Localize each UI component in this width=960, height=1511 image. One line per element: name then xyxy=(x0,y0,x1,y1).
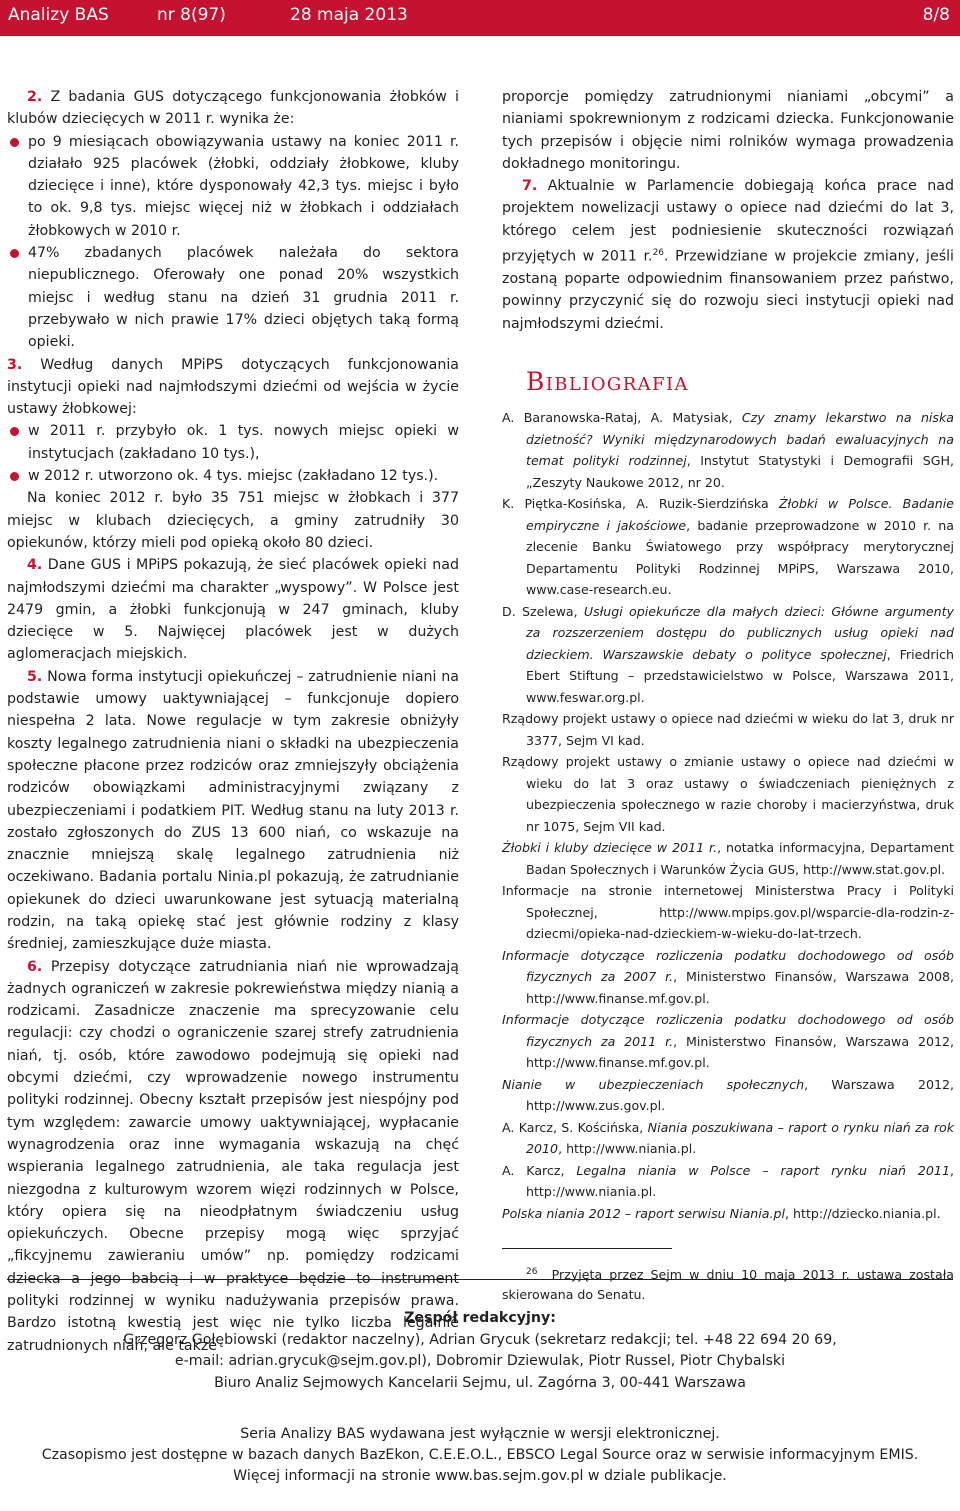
issue-date: 28 maja 2013 xyxy=(290,5,408,25)
paragraph-7: 7. Aktualnie w Parlamencie dobiegają końca prace nad projektem nowelizacji ustawy o opiece nad dziećmi do lat 3, którego celem jest podniesienie skuteczności rozwiązań przyjętych w 2011 r.$^{26}$. Przewidziane w projekcie zmiany, jeśli zostaną poparte odpowiednim finansowaniem przez państwo, powinny przyczynić się do rozwoju sieci instytucji opieki nad najmłodszymi dziećmi. xyxy=(502,178,954,332)
bibliography-entry xyxy=(502,945,954,1010)
paragraph-6: 6. Przepisy dotyczące zatrudniania niań nie wprowadzają żadnych ograniczeń w zakresie pokrewieństwa między nianią a rodzicami. Zasadnicze znaczenie ma sprecyzowanie celu regulacji: czy chodzi o ograniczenie szarej strefy zatrudnienia niań, tj. osób, które zawodowo podejmują się opieki nad obcymi dziećmi, czy wprowadzenie nowego instrumentu polityki rodzinnej. Obecny kształt przepisów jest niespójny pod tym względem: zawarcie umowy uaktywniającej, wypłacanie wynagrodzenia oraz inne wymagania wskazują na chęć wspierania legalnego zatrudnienia, ale taka regulacja jest niezgodna z kulturowym wzorem więzi rodzinnych w Polsce, który opiera się na nieodpłatnym świadczeniu usług opiekuńczych. Obecne przepisy mogą więc sprzyjać „fikcyjnemu zawieraniu umów” np. pomiędzy rodzicami dziecka a jego babcią i w praktyce będzie to instrument polityki rodzinnej w wyniku nadużywania przepisów prawa. Bardzo istotną kwestią jest więc nie tylko liczba legalnie zatrudnionych niań, ale także xyxy=(7,958,459,1354)
bibliography-entry-part: , Warszawa 2012, http://www.zus.gov.pl. xyxy=(526,1076,955,1114)
bibliography-entry xyxy=(502,493,954,601)
bibliography-entry-part: , http://dziecko.niania.pl. xyxy=(785,1205,941,1221)
footnote-ref[interactable]: 26 xyxy=(652,248,665,259)
footer-divider xyxy=(7,1279,953,1280)
bibliography-entry-part: , Friedrich Ebert Stiftung – przedstawicielstwo w Polsce, Warszawa 2011, www.feswar.org.pl. xyxy=(526,646,955,705)
list-item: w 2012 r. utworzono ok. 4 tys. miejsc (zakładano 12 tys.). xyxy=(7,465,459,487)
bibliography-entry-part: , Ministerstwo Finansów, Warszawa 2012, http://www.finanse.mf.gov.pl. xyxy=(526,1033,954,1071)
paragraph-3-summary: Na koniec 2012 r. było 35 751 miejsc w żłobkach i 377 miejsc w klubach dziecięcych, a gminy zatrudniły 30 opiekunów, którzy mieli pod opieką około 80 dzieci. xyxy=(7,490,459,551)
bibliography-entry-part: Rządowy projekt ustawy o opiece nad dziećmi w wieku do lat 3, druk nr 3377, Sejm VI kad. xyxy=(502,711,954,748)
bibliography-entry-part: Żłobki i kluby dziecięce w 2011 r. xyxy=(502,840,718,856)
bibliography-entry-part: K. Piętka-Kosińska, A. Ruzik-Sierdzińska xyxy=(502,496,779,512)
bibliography-entry-part: Nianie w ubezpieczeniach społecznych xyxy=(502,1076,805,1092)
bibliography-entry-part: Informacje na stronie internetowej Ministerstwa Pracy i Polityki Społecznej, http://www.mpips.gov.pl/wsparcie-dla-rodzin-z-dziecmi/opieka-nad-dzieckiem-w-wieku-do-lat-trzech. xyxy=(502,883,954,942)
bibliography-entry-part: Czy znamy lekarstwo na niska dzietność? Wyniki międzynarodowych badań ewaluacyjnych na temat polityki rodzinnej xyxy=(526,410,954,469)
paragraph-5: 5. Nowa forma instytucji opiekuńczej – zatrudnienie niani na podstawie umowy uaktywniającej – funkcjonuje dopiero niespełna 2 lata. Nowe regulacje w tym zakresie obniżyły koszty legalnego zatrudnienia niani o składki na ubezpieczenia społeczne płacone przez rodziców oraz zmniejszyły obciążenia rodziców obowiązkami administracyjnymi związany z ubezpieczeniami i podatkiem PIT. Według stanu na luty 2013 r. zostało zgłoszonych do ZUS 13 600 niań, co wskazuje na znacznie mniejszą skalę legalnego zatrudnienia niż oczekiwano. Badania portalu Ninia.pl pokazują, że zatrudnianie opiekunek do dzieci uwarunkowane jest sytuacją materialną rodzin, na taką opiekę stać jest głównie rodziny z klasy średniej, zamieszkujące duże miasta. xyxy=(7,668,459,953)
list-item: w 2011 r. przybyło ok. 1 tys. nowych miejsc opieki w instytucjach (zakładano 10 tys.), xyxy=(7,420,459,465)
bibliography-entry-part: , http://www.niania.pl. xyxy=(526,1162,954,1200)
bullet-icon xyxy=(10,138,19,147)
paragraph-2: 2. Z badania GUS dotyczącego funkcjonowania żłobków i klubów dziecięcych w 2011 r. wynika że: xyxy=(7,89,459,128)
note-line: Czasopismo jest dostępne w bazach danych BazEkon, C.E.E.O.L., EBSCO Legal Source oraz w serwisie informacyjnym EMIS. xyxy=(41,1447,919,1463)
footnote-number: 26 xyxy=(526,1267,538,1278)
note-line: Seria Analizy BAS wydawana jest wyłącznie w wersji elektronicznej. xyxy=(240,1426,720,1442)
bibliography-entry-part: Usługi opiekuńcze dla małych dzieci: Główne argumenty za rozszerzeniem dostępu do publicznych usług opieki nad dzieckiem. Warszawskie debaty o polityce społecznej xyxy=(526,603,954,662)
editorial-line: Grzegorz Gołębiowski (redaktor naczelny), Adrian Grycuk (sekretarz redakcji; tel. +48 22 694 20 69, xyxy=(123,1331,837,1348)
bibliography-entry xyxy=(502,708,954,751)
editorial-line: Biuro Analiz Sejmowych Kancelarii Sejmu, ul. Zagórna 3, 00-441 Warszawa xyxy=(214,1374,746,1391)
bibliography-entry-part: , badanie przeprowadzone w 2010 r. na zlecenie Banku Światowego przy współpracy merytorycznej Departamentu Polityki Rodzinnej MPiPS, Warszawa 2010, www.case-research.eu. xyxy=(526,517,954,598)
bibliography-entry-part: D. Szelewa, xyxy=(502,603,584,619)
bibliography-entry xyxy=(502,1160,954,1203)
bibliography-entry-part: A. Baranowska-Rataj, A. Matysiak, xyxy=(502,410,742,426)
list-item: 47% zbadanych placówek należała do sektora niepublicznego. Oferowały one ponad 20% wszystkich miejsc i według stanu na dzień 31 grudnia 2011 r. przebywało w nich prawie 17% dzieci objętych taką formą opieki. xyxy=(7,242,459,353)
bibliography-entry xyxy=(502,751,954,837)
bibliography-entry xyxy=(502,407,954,493)
bibliography-entry-part: Informacje dotyczące rozliczenia podatku dochodowego od osób fizycznych za 2011 r. xyxy=(502,1012,954,1049)
bibliography-entry xyxy=(502,1009,954,1074)
footnote xyxy=(502,1262,954,1305)
bibliography-entry xyxy=(502,1203,954,1225)
bullet-icon xyxy=(10,472,19,481)
bibliography-list xyxy=(502,407,954,1224)
paragraph-3: 3. Według danych MPiPS dotyczących funkcjonowania instytucji opieki nad najmłodszymi dziećmi od wejścia w życie ustawy żłobkowej: xyxy=(7,356,460,418)
bibliography-entry-part: Legalna niania w Polsce – raport rynku niań 2011 xyxy=(576,1162,950,1178)
bibliography-entry-part: , http://www.niania.pl. xyxy=(558,1141,697,1157)
page-number: 8/8 xyxy=(922,5,950,25)
bullet-icon xyxy=(10,249,19,258)
left-column xyxy=(7,86,459,1357)
paragraph-4: 4. Dane GUS i MPiPS pokazują, że sieć placówek opieki nad najmłodszymi dziećmi ma charakter „wyspowy”. W Polsce jest 2479 gmin, a żłobki funkcjonują w 247 gminach, kluby dziecięce w 5. Najwięcej placówek jest w dużych aglomeracjach miejskich. xyxy=(7,557,459,663)
bibliography-entry xyxy=(502,1074,954,1117)
publication-notes xyxy=(0,1424,960,1487)
right-column xyxy=(502,86,954,1305)
bibliography-entry xyxy=(502,837,954,880)
bibliography-entry-part: A. Karcz, S. Kościńska, xyxy=(502,1119,648,1135)
bibliography-title: Bibliografia xyxy=(526,367,689,396)
bibliography-entry-part: Żłobki w Polsce. Badanie empiryczne i jakościowe xyxy=(526,496,954,533)
bibliography-entry xyxy=(502,1117,954,1160)
publication-name: Analizy BAS xyxy=(8,5,109,25)
bibliography-entry xyxy=(502,601,954,709)
editorial-team xyxy=(0,1308,960,1394)
bibliography-entry-part: , notatka informacyjna, Departament Badan Społecznych i Warunków Życia GUS, http://www.stat.gov.pl. xyxy=(526,840,954,877)
note-line: Więcej informacji na stronie www.bas.sejm.gov.pl w dziale publikacje. xyxy=(233,1468,727,1484)
paragraph-continued: proporcje pomiędzy zatrudnionymi nianiami „obcymi” a nianiami spokrewnionym z rodzicami dziecka. Funkcjonowanie tych przepisów i objęcie nimi rolników wymaga prowadzenia dokładnego monitoringu. xyxy=(502,89,954,172)
list-item: po 9 miesiącach obowiązywania ustawy na koniec 2011 r. działało 925 placówek (żłobki, oddziały żłobkowe, kluby dziecięce i inne), które dysponowały 42,3 tys. miejsc i było to ok. 9,8 tys. miejsc więcej niż w żłobkach i oddziałach żłobkowych w 2010 r. xyxy=(7,131,459,242)
bibliography-entry-part: Nianiа poszukiwana – raport o rynku niań za rok 2010 xyxy=(526,1119,954,1157)
editorial-title: Zespół redakcyjny: xyxy=(404,1310,556,1326)
bibliography-entry-part: Rządowy projekt ustawy o zmianie ustawy o opiece nad dziećmi w wieku do lat 3 oraz ustawy o świadczeniach pieniężnych z ubezpieczenia społecznego w razie choroby i macierzyństwa, druk nr 1075, Sejm VII kad. xyxy=(502,754,954,834)
issue-number: nr 8(97) xyxy=(157,5,226,25)
bibliography-entry-part: A. Karcz, xyxy=(502,1162,577,1178)
bibliography-entry-part: , Instytut Statystyki i Demografii SGH, „Zeszyty Naukowe 2012, nr 20. xyxy=(526,453,954,490)
editorial-line: e-mail: adrian.grycuk@sejm.gov.pl), Dobromir Dziewulak, Piotr Russel, Piotr Chybalski xyxy=(174,1353,786,1369)
bibliography-entry-part: Informacje dotyczące rozliczenia podatku dochodowego od osób fizycznych za 2007 r. xyxy=(502,947,954,985)
footnote-text: Przyjęta przez Sejm w dniu 10 maja 2013 r. ustawa została skierowana do Senatu. xyxy=(502,1267,954,1303)
bibliography-entry xyxy=(502,880,954,945)
bibliography-entry-part: , Ministerstwo Finansów, Warszawa 2008, http://www.finanse.mf.gov.pl. xyxy=(526,969,954,1006)
bibliography-entry-part: Polska niania 2012 – raport serwisu Niania.pl xyxy=(502,1205,786,1221)
page-header xyxy=(0,0,960,36)
bullet-icon xyxy=(10,427,19,436)
